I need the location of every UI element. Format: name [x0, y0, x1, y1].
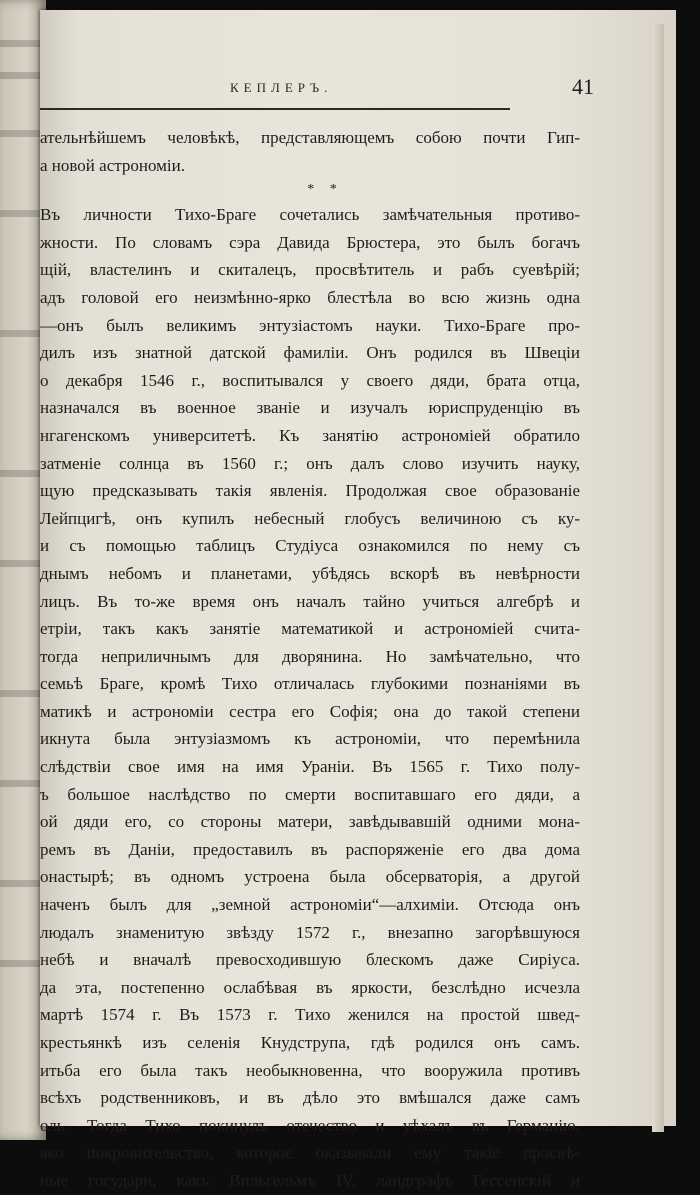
text-line: наченъ былъ для „земной астрономіи“—алхиміи. Отсюда онъ: [40, 895, 580, 915]
text-line: всѣхъ родственниковъ, и въ дѣло это вмѣшался даже самъ: [40, 1088, 580, 1108]
text-line: ако покровительство, которое оказывали ему такіе просвѣ-: [40, 1143, 580, 1163]
text-line: затменіе солнца въ 1560 г.; онъ далъ слово изучить науку,: [40, 453, 580, 473]
text-line: слѣдствіи свое имя на имя Ураніи. Въ 1565 г. Тихо полу-: [40, 757, 580, 777]
text-line: да эта, постепенно ослабѣвая въ яркости, безслѣдно исчезла: [40, 977, 580, 997]
text-line: ные государи, какъ Вильгельмъ IV, ландграфъ Гессенскій и: [40, 1170, 580, 1190]
text-line: и съ помощью таблицъ Студіуса ознакомился по нему съ: [40, 536, 580, 556]
section-separator: * *: [307, 182, 343, 198]
text-line: ъ большое наслѣдство по смерти воспитавшаго его дяди, а: [40, 784, 580, 804]
text-line: людалъ знаменитую звѣзду 1572 г., внезапно загорѣвшуюся: [40, 922, 580, 942]
book-page: [40, 10, 676, 1190]
text-line: етріи, такъ какъ занятіе математикой и астрономіей счита-: [40, 619, 580, 639]
running-head: КЕПЛЕРЪ.: [230, 80, 333, 95]
text-line: семьѣ Браге, кромѣ Тихо отличалась глубокими познаніями въ: [40, 674, 580, 694]
text-line: лицъ. Въ то-же время онъ началъ тайно учиться алгебрѣ и: [40, 591, 580, 611]
page-number: 41: [572, 74, 594, 99]
text-line: жности. По словамъ сэра Давида Брюстера, это былъ богачъ: [40, 232, 580, 252]
text-line: —онъ былъ великимъ энтузіастомъ науки. Тихо-Браге про-: [40, 315, 580, 335]
text-line: днымъ небомъ и планетами, убѣдясь вскорѣ въ невѣрности: [40, 563, 580, 583]
page-edge: [652, 24, 664, 1132]
text-line: щій, властелинъ и скиталецъ, просвѣтитель и рабъ суевѣрій;: [40, 260, 580, 280]
text-line: дилъ изъ знатной датской фамиліи. Онъ родился въ Швеціи: [40, 343, 580, 363]
text-line: Въ личности Тихо-Браге сочетались замѣчательныя противо-: [40, 205, 580, 225]
text-line: адъ головой его неизмѣнно-ярко блестѣла во всю жизнь одна: [40, 287, 580, 307]
text-line: щую предсказывать такія явленія. Продолжая свое образованіе: [40, 481, 580, 501]
text-line: мартѣ 1574 г. Въ 1573 г. Тихо женился на простой швед-: [40, 1005, 580, 1025]
body-text: [40, 124, 580, 1195]
text-line: о декабря 1546 г., воспитывался у своего дяди, брата отца,: [40, 370, 580, 390]
header-rule: [40, 108, 510, 110]
text-line: а новой астрономіи.: [40, 155, 185, 175]
page-header: [40, 74, 650, 104]
text-line: назначался въ военное званіе и изучалъ юриспруденцію въ: [40, 398, 580, 418]
text-line: ой дяди его, со стороны матери, завѣдывавшій одними мона-: [40, 812, 580, 832]
text-line: небѣ и вначалѣ превосходившую блескомъ даже Сиріуса.: [40, 950, 580, 970]
text-line: матикѣ и астрономіи сестра его Софія; она до такой степени: [40, 701, 580, 721]
text-line: оль. Тогда Тихо покинулъ отечество и уѣхалъ въ Германію.: [40, 1115, 580, 1135]
text-line: ательнѣйшемъ человѣкѣ, представляющемъ собою почти Гип-: [40, 128, 580, 147]
text-line: ремъ въ Даніи, предоставилъ въ распоряженіе его два дома: [40, 839, 580, 859]
text-line: итьба его была такъ необыкновенна, что вооружила противъ: [40, 1060, 580, 1080]
text-line: нгагенскомъ университетѣ. Къ занятію астрономіей обратило: [40, 425, 580, 445]
text-line: Лейпцигѣ, онъ купилъ небесный глобусъ величиною съ ку-: [40, 508, 580, 528]
text-line: икнута была энтузіазмомъ къ астрономіи, что перемѣнила: [40, 729, 580, 749]
text-line: крестьянкѣ изъ селенія Кнудструпа, гдѣ родился онъ самъ.: [40, 1033, 580, 1052]
text-line: тогда неприличнымъ для дворянина. Но замѣчательно, что: [40, 646, 580, 666]
text-line: онастырѣ; въ одномъ устроена была обсерваторія, а другой: [40, 867, 580, 887]
